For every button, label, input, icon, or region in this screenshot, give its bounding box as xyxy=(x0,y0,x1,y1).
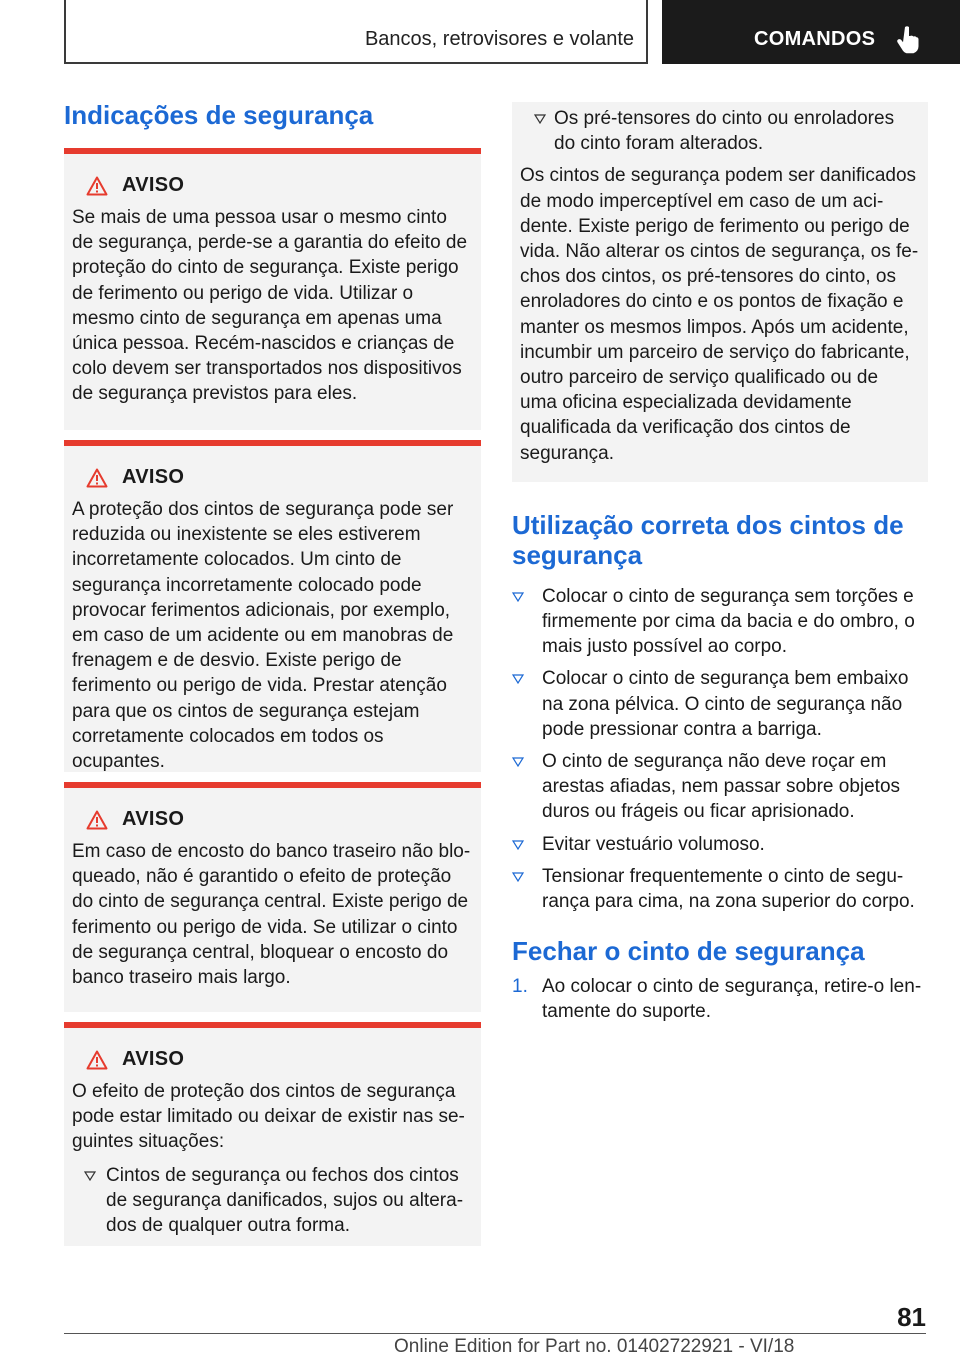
warning-box xyxy=(64,440,481,772)
warning-text: Em caso de encosto do banco traseiro não bloqueado, não é garantido o efeito de proteção do cinto de segurança central. Existe perigo de ferimento ou perigo de vida. Se utilizar o cinto de segurança central, bloquear o encosto do banco traseiro mais largo. xyxy=(72,841,471,989)
warning-text: A proteção dos cintos de segurança pode ser reduzida ou inexistente se eles estiverem incorretamente colocados. Um cinto de segurança incorretamente colocado pode provocar ferimentos adicionais, por exemplo, em caso de um acidente ou em manobras de frenagem e de desvio. Existe perigo de ferimento ou perigo de vida. Prestar atenção para que os cintos de segurança estejam corretamente colocados em todos os ocupantes. xyxy=(72,499,454,773)
list-item-text: Tensionar frequentemente o cinto de segurança para cima, na zona superior do corpo. xyxy=(542,865,915,913)
chapter-title: COMANDOS xyxy=(754,28,876,50)
warning-box xyxy=(64,782,481,1012)
section-heading-fasten: Fechar o cinto de segurança xyxy=(512,936,865,967)
warning-header xyxy=(86,174,473,197)
warning-title: AVISO xyxy=(122,808,185,830)
list-item-text: O cinto de segurança não deve roçar em arestas afiadas, nem passar sobre objetos duros ou frágeis ou ficar aprisionado. xyxy=(542,751,901,823)
section-title: Bancos, retrovisores e volante xyxy=(364,28,634,50)
list-item xyxy=(512,749,928,825)
list-item xyxy=(72,1163,473,1239)
warning-triangle-icon xyxy=(86,468,108,488)
warning-box xyxy=(64,148,481,430)
header-section-box xyxy=(64,0,648,64)
triangle-bullet-icon xyxy=(512,840,524,850)
list-item xyxy=(512,584,928,660)
triangle-bullet-icon xyxy=(512,592,524,602)
warning-title: AVISO xyxy=(122,174,185,196)
warning-box xyxy=(64,1022,481,1246)
footer-edition: Online Edition for Part no. 01402722921 - VI/18 xyxy=(394,1336,795,1357)
chapter-tab[interactable] xyxy=(662,0,960,64)
warning-header xyxy=(86,1048,473,1071)
warning-text: O efeito de proteção dos cintos de segurança pode estar limitado ou deixar de existir nas seguintes situações: xyxy=(72,1081,465,1153)
warning-triangle-icon xyxy=(86,176,108,196)
list-item xyxy=(512,832,928,857)
warning-title: AVISO xyxy=(122,466,185,488)
list-item-text: Evitar vestuário volumoso. xyxy=(542,833,765,855)
steps-list xyxy=(512,974,928,1024)
triangle-bullet-icon xyxy=(512,757,524,767)
triangle-bullet-icon xyxy=(512,872,524,882)
section-heading-safety: Indicações de segurança xyxy=(64,100,374,130)
step-item xyxy=(512,974,928,1024)
right-column xyxy=(512,102,928,1025)
triangle-bullet-icon xyxy=(534,114,546,124)
warning-bullet-list xyxy=(72,1163,473,1239)
page-number: 81 xyxy=(897,1302,926,1332)
warning-header xyxy=(86,466,473,489)
footer-divider-right xyxy=(862,1333,926,1334)
left-column xyxy=(64,100,481,1246)
list-item-text: Colocar o cinto de segurança sem torções e firmemente por cima da bacia e do ombro, o mais justo possível ao corpo. xyxy=(542,585,915,658)
triangle-bullet-icon xyxy=(512,674,524,684)
step-number: 1. xyxy=(512,976,528,998)
pointing-hand-icon xyxy=(896,25,920,55)
triangle-bullet-icon xyxy=(84,1171,96,1181)
continued-warning-box xyxy=(512,102,928,482)
warning-triangle-icon xyxy=(86,810,108,830)
list-item xyxy=(512,864,928,914)
list-item-text: Cintos de segurança ou fechos dos cintos de segurança danificados, sujos ou alterados de qualquer outra forma. xyxy=(106,1164,464,1237)
continued-bullet-list xyxy=(520,106,920,156)
list-item xyxy=(520,106,920,156)
list-item xyxy=(512,666,928,742)
section-heading-correct-use: Utilização correta dos cintos de segurança xyxy=(512,509,904,570)
usage-bullet-list xyxy=(512,584,928,914)
warning-header xyxy=(86,808,473,831)
warning-triangle-icon xyxy=(86,1050,108,1070)
list-item-text: Colocar o cinto de segurança bem embaixo na zona pélvica. O cinto de segurança não pode pressionar contra a barriga. xyxy=(542,668,909,740)
warning-text: Os cintos de segurança podem ser danificados de modo imperceptível em caso de um acidente. Existe perigo de ferimento ou perigo de vida. Não alterar os cintos de segurança, os fechos dos cintos, os pré-tensores do cinto, os enroladores do cinto e os pontos de fixação e manter os mesmos limpos. Após um acidente, incumbir um parceiro de serviço do fabricante, outro parceiro de serviço qualificado ou de uma oficina especializada devidamente qualificada da verificação dos cintos de segurança. xyxy=(520,165,919,464)
step-text: Ao colocar o cinto de segurança, retire-o lentamente do suporte. xyxy=(542,976,922,1023)
footer-divider xyxy=(64,1333,862,1334)
list-item-text: Os pré-tensores do cinto ou enroladores do cinto foram alterados. xyxy=(554,108,895,155)
warning-title: AVISO xyxy=(122,1048,185,1070)
warning-text: Se mais de uma pessoa usar o mesmo cinto de segurança, perde-se a garantia do efeito de proteção do cinto de segurança. Existe perigo de ferimento ou perigo de vida. Utilizar o mesmo cinto de segurança em apenas uma única pessoa. Recém-nascidos e crianças de colo devem ser transportados nos dispositivos de segurança previstos para eles. xyxy=(72,207,468,405)
